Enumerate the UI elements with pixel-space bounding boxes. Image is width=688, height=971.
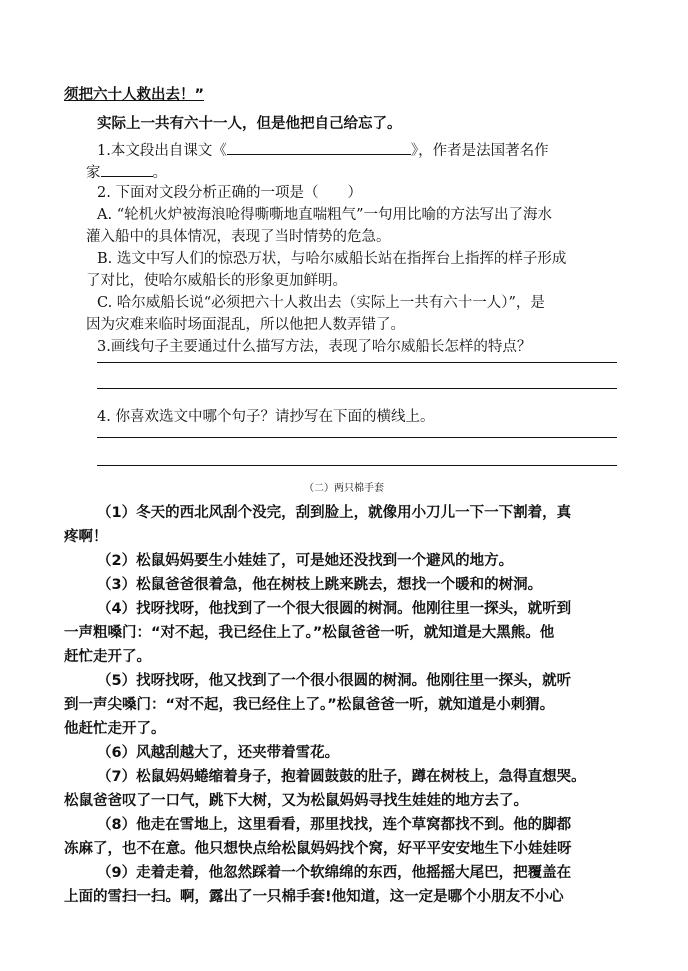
paragraph-2: （2）松鼠妈妈要生小娃娃了，可是她还没找到一个避风的地方。	[97, 553, 514, 569]
paragraph-5-line-2: 到一声尖嗓门：“对不起，我已经住上了。”松鼠爸爸一听，就知道是小刺猬。	[64, 697, 555, 713]
q1-title-blank[interactable]	[227, 139, 411, 155]
question-1	[97, 139, 625, 162]
paragraph-9-line-1: （9）走着走着，他忽然踩着一个软绵绵的东西，他摇摇大尾巴，把覆盖在	[97, 865, 572, 881]
q2-option-a-1: A. “轮机火炉被海浪呛得嘶嘶地直喘粗气”一句用比喻的方法写出了海水	[97, 207, 553, 223]
paragraph-4-line-2: 一声粗嗓门：“对不起，我已经住上了。”松鼠爸爸一听，就知道是大黑熊。他	[64, 625, 555, 641]
question-1-cont	[86, 161, 626, 184]
question-2-stem: 2. 下面对文段分析正确的一项是（ ）	[97, 185, 362, 201]
q1-text-b: 》，作者是法国著名作	[410, 143, 549, 159]
q2-option-a-2: 灌入船中的具体情况，表现了当时情势的危急。	[86, 229, 391, 245]
q2-option-b-2: 了对比，使哈尔威船长的形象更加鲜明。	[86, 273, 347, 289]
paragraph-4-line-1: （4）找呀找呀，他找到了一个很大很圆的树洞。他刚往里一探头，就听到	[97, 601, 572, 617]
q1-text-c: 家	[86, 165, 101, 181]
paragraph-9-line-2: 上面的雪扫一扫。啊，露出了一只棉手套!他知道，这一定是哪个小朋友不小心	[64, 889, 564, 905]
paragraph-7-line-2: 松鼠爸爸叹了一口气，跳下大树，又为松鼠妈妈寻找生娃娃的地方去了。	[64, 793, 528, 809]
paragraph-1-line-2: 疼啊！	[64, 529, 108, 545]
q2-option-c-2: 因为灾难来临时场面混乱，所以他把人数弄错了。	[86, 317, 405, 333]
q1-author-blank[interactable]	[101, 161, 153, 177]
prev-line-1: 须把六十人救出去！”	[64, 87, 205, 103]
paragraph-5-line-3: 他赶忙走开了。	[64, 721, 166, 737]
q1-text-d: 。	[152, 165, 167, 181]
section-2-title: （二）两只棉手套	[304, 483, 384, 494]
paragraph-4-line-3: 赶忙走开了。	[64, 649, 151, 665]
question-4-stem: 4. 你喜欢选文中哪个句子？请抄写在下面的横线上。	[97, 409, 435, 425]
q3-answer-line-1[interactable]	[97, 362, 617, 363]
paragraph-8-line-1: （8）他走在雪地上，这里看看，那里找找，连个草窝都找不到。他的脚都	[97, 817, 572, 833]
question-3-stem: 3.画线句子主要通过什么描写方法，表现了哈尔威船长怎样的特点？	[97, 339, 532, 355]
paragraph-5-line-1: （5）找呀找呀，他又找到了一个很小很圆的树洞。他刚往里一探头，就听	[97, 673, 572, 689]
q4-answer-line-1[interactable]	[97, 437, 617, 438]
paragraph-8-line-2: 冻麻了，也不在意。他只想快点给松鼠妈妈找个窝，好平平安安地生下小娃娃呀	[64, 841, 572, 857]
q3-answer-line-2[interactable]	[97, 388, 617, 389]
q4-answer-line-2[interactable]	[97, 465, 617, 466]
q2-option-b-1: B. 选文中写人们的惊恐万状，与哈尔威船长站在指挥台上指挥的样子形成	[97, 251, 567, 267]
q2-option-c-1: C. 哈尔威船长说“必须把六十人救出去（实际上一共有六十一人）”，是	[97, 295, 545, 311]
q1-text-a: 1.本文段出自课文《	[97, 143, 227, 159]
paragraph-7-line-1: （7）松鼠妈妈蜷缩着身子，抱着圆鼓鼓的肚子，蹲在树枝上，急得直想哭。	[97, 769, 586, 785]
paragraph-6: （6）风越刮越大了，还夹带着雪花。	[97, 745, 340, 761]
paragraph-1-line-1: （1）冬天的西北风刮个没完，刮到脸上，就像用小刀儿一下一下割着，真	[97, 505, 572, 521]
paragraph-3: （3）松鼠爸爸很着急，他在树枝上跳来跳去，想找一个暖和的树洞。	[97, 577, 543, 593]
prev-line-2: 实际上一共有六十一人，但是他把自己给忘了。	[97, 116, 402, 132]
